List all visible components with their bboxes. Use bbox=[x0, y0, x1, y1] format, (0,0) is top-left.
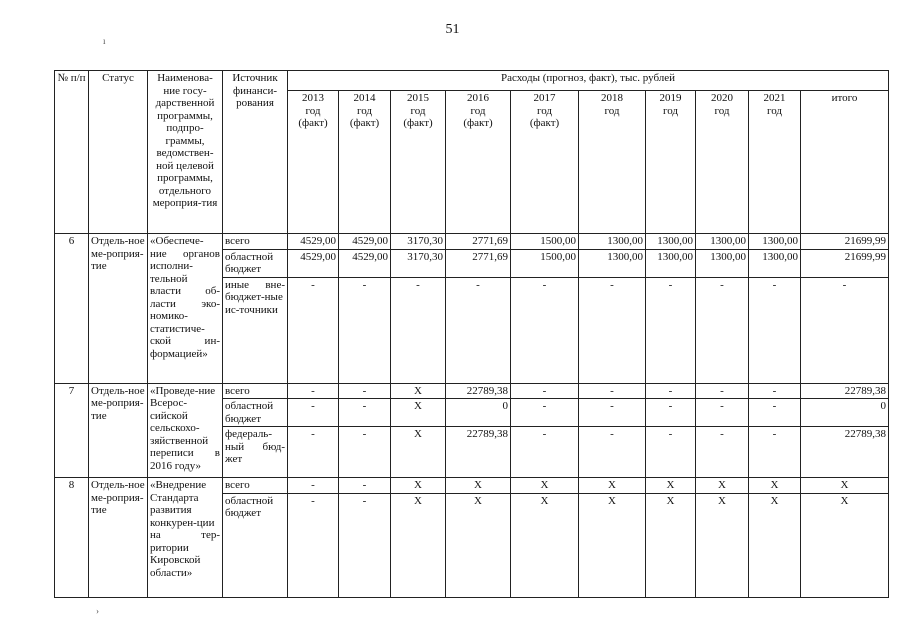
value-cell: - bbox=[288, 493, 339, 597]
value-cell: - bbox=[288, 277, 339, 383]
value-cell: - bbox=[646, 427, 696, 478]
value-cell: Х bbox=[391, 383, 446, 399]
total-cell: Х bbox=[801, 478, 889, 494]
value-cell: 1300,00 bbox=[749, 234, 801, 250]
header-num: № п/п bbox=[55, 71, 89, 234]
measure-name-cell: «Проведе-ние Всерос-сийской сельскохо-зяйственной переписи в 2016 году» bbox=[148, 383, 223, 478]
total-cell: 21699,99 bbox=[801, 234, 889, 250]
value-cell: - bbox=[511, 277, 579, 383]
value-cell: 1300,00 bbox=[749, 249, 801, 277]
value-cell: Х bbox=[391, 399, 446, 427]
measure-name-cell: «Внедрение Стандарта развития конкурен-ции на тер-ритории Кировской области» bbox=[148, 478, 223, 598]
value-cell: - bbox=[511, 383, 579, 399]
status-cell: Отдель-ное ме-роприя-тие bbox=[89, 234, 148, 384]
total-cell: Х bbox=[801, 493, 889, 597]
value-cell: - bbox=[339, 478, 391, 494]
value-cell: - bbox=[511, 399, 579, 427]
total-cell: 21699,99 bbox=[801, 249, 889, 277]
value-cell: - bbox=[646, 399, 696, 427]
value-cell: 1300,00 bbox=[696, 249, 749, 277]
value-cell: Х bbox=[446, 493, 511, 597]
value-cell: Х bbox=[511, 493, 579, 597]
value-cell: - bbox=[288, 399, 339, 427]
measure-name-cell: «Обеспече-ние органов исполни-тельной власти об-ласти эко-номико-статистиче-ской ин-формацией» bbox=[148, 234, 223, 384]
funding-source-cell: областной бюджет bbox=[223, 249, 288, 277]
value-cell: 1300,00 bbox=[646, 249, 696, 277]
value-cell: - bbox=[696, 399, 749, 427]
value-cell: - bbox=[749, 427, 801, 478]
value-cell: - bbox=[339, 427, 391, 478]
header-name: Наименова-ние госу-дарственной программы, подпро-граммы, ведомствен-ной целевой программы, отдельного мероприя-тия bbox=[148, 71, 223, 234]
scan-speck: › bbox=[96, 606, 99, 616]
value-cell: Х bbox=[446, 478, 511, 494]
header-year: 2019 год bbox=[646, 91, 696, 234]
value-cell: 3170,30 bbox=[391, 249, 446, 277]
value-cell: - bbox=[646, 277, 696, 383]
value-cell: 2771,69 bbox=[446, 234, 511, 250]
header-total: итого bbox=[801, 91, 889, 234]
value-cell: - bbox=[391, 277, 446, 383]
value-cell: 0 bbox=[446, 399, 511, 427]
funding-source-cell: федераль-ный бюд-жет bbox=[223, 427, 288, 478]
total-cell: 0 bbox=[801, 399, 889, 427]
value-cell: 2771,69 bbox=[446, 249, 511, 277]
value-cell: - bbox=[749, 277, 801, 383]
value-cell: - bbox=[288, 383, 339, 399]
status-cell: Отдель-ное ме-роприя-тие bbox=[89, 478, 148, 598]
header-year: 2018 год bbox=[579, 91, 646, 234]
value-cell: - bbox=[646, 383, 696, 399]
value-cell: 4529,00 bbox=[339, 249, 391, 277]
expenses-table bbox=[54, 70, 889, 598]
table-row bbox=[55, 478, 889, 494]
page-number: 51 bbox=[445, 22, 460, 37]
value-cell: 1300,00 bbox=[579, 249, 646, 277]
value-cell: - bbox=[696, 383, 749, 399]
value-cell: Х bbox=[391, 493, 446, 597]
total-cell: 22789,38 bbox=[801, 427, 889, 478]
value-cell: Х bbox=[646, 493, 696, 597]
status-cell: Отдель-ное ме-роприя-тие bbox=[89, 383, 148, 478]
header-expenses: Расходы (прогноз, факт), тыс. рублей bbox=[288, 71, 889, 91]
header-year: 2017 год (факт) bbox=[511, 91, 579, 234]
header-status: Статус bbox=[89, 71, 148, 234]
value-cell: Х bbox=[511, 478, 579, 494]
value-cell: Х bbox=[749, 493, 801, 597]
header-year: 2014 год (факт) bbox=[339, 91, 391, 234]
header-year: 2021 год bbox=[749, 91, 801, 234]
value-cell: Х bbox=[749, 478, 801, 494]
value-cell: 1500,00 bbox=[511, 234, 579, 250]
header-row-1 bbox=[55, 71, 889, 91]
value-cell: - bbox=[339, 493, 391, 597]
header-year: 2020 год bbox=[696, 91, 749, 234]
funding-source-cell: всего bbox=[223, 234, 288, 250]
value-cell: - bbox=[339, 383, 391, 399]
value-cell: - bbox=[288, 478, 339, 494]
value-cell: Х bbox=[579, 493, 646, 597]
value-cell: 22789,38 bbox=[446, 383, 511, 399]
table-row bbox=[55, 234, 889, 250]
funding-source-cell: иные вне-бюджет-ные ис-точники bbox=[223, 277, 288, 383]
value-cell: - bbox=[511, 427, 579, 478]
value-cell: - bbox=[288, 427, 339, 478]
value-cell: 1500,00 bbox=[511, 249, 579, 277]
value-cell: - bbox=[749, 383, 801, 399]
header-year: 2016 год (факт) bbox=[446, 91, 511, 234]
value-cell: 4529,00 bbox=[288, 249, 339, 277]
value-cell: 1300,00 bbox=[646, 234, 696, 250]
value-cell: Х bbox=[391, 427, 446, 478]
value-cell: - bbox=[339, 399, 391, 427]
value-cell: - bbox=[579, 427, 646, 478]
header-source: Источник финанси-рования bbox=[223, 71, 288, 234]
value-cell: 3170,30 bbox=[391, 234, 446, 250]
funding-source-cell: всего bbox=[223, 478, 288, 494]
value-cell: - bbox=[579, 277, 646, 383]
value-cell: - bbox=[339, 277, 391, 383]
value-cell: - bbox=[749, 399, 801, 427]
value-cell: Х bbox=[579, 478, 646, 494]
funding-source-cell: областной бюджет bbox=[223, 493, 288, 597]
scan-speck: ı bbox=[103, 36, 106, 46]
value-cell: - bbox=[579, 383, 646, 399]
header-year: 2015 год (факт) bbox=[391, 91, 446, 234]
row-number-cell: 8 bbox=[55, 478, 89, 598]
value-cell: 1300,00 bbox=[579, 234, 646, 250]
table-row bbox=[55, 383, 889, 399]
value-cell: 22789,38 bbox=[446, 427, 511, 478]
row-number-cell: 7 bbox=[55, 383, 89, 478]
value-cell: Х bbox=[391, 478, 446, 494]
value-cell: - bbox=[579, 399, 646, 427]
value-cell: - bbox=[696, 427, 749, 478]
value-cell: 1300,00 bbox=[696, 234, 749, 250]
value-cell: - bbox=[446, 277, 511, 383]
funding-source-cell: всего bbox=[223, 383, 288, 399]
value-cell: 4529,00 bbox=[339, 234, 391, 250]
funding-source-cell: областной бюджет bbox=[223, 399, 288, 427]
value-cell: Х bbox=[646, 478, 696, 494]
row-number-cell: 6 bbox=[55, 234, 89, 384]
value-cell: - bbox=[696, 277, 749, 383]
header-year: 2013 год (факт) bbox=[288, 91, 339, 234]
value-cell: 4529,00 bbox=[288, 234, 339, 250]
value-cell: Х bbox=[696, 478, 749, 494]
total-cell: - bbox=[801, 277, 889, 383]
value-cell: Х bbox=[696, 493, 749, 597]
total-cell: 22789,38 bbox=[801, 383, 889, 399]
